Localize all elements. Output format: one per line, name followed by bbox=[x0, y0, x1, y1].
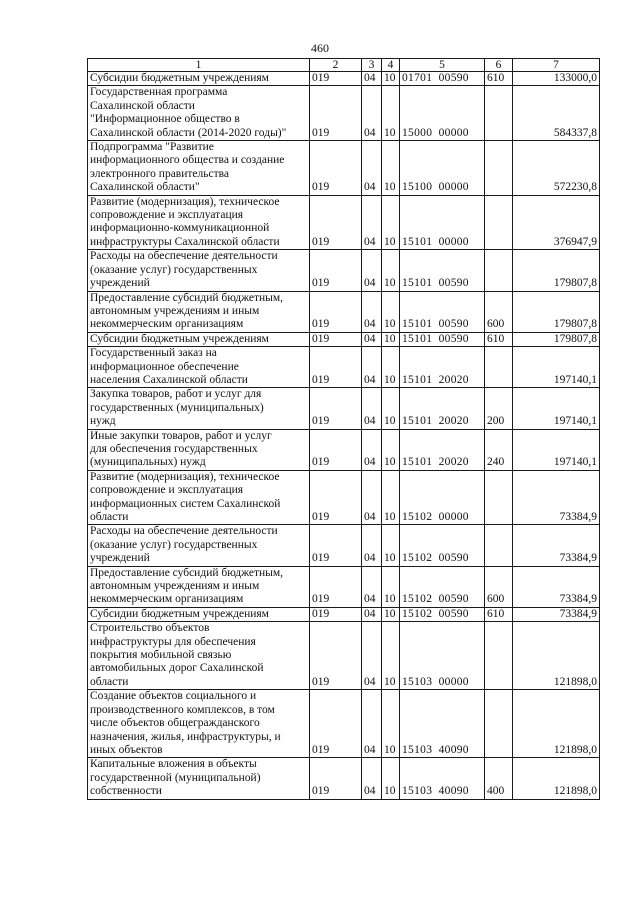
budget-table bbox=[87, 58, 600, 800]
row-subsection-cell: 10 bbox=[382, 195, 400, 250]
row-subsection-cell: 10 bbox=[382, 470, 400, 525]
row-target-article-cell: 15101 20020 bbox=[400, 347, 485, 388]
row-admin-code-cell: 019 bbox=[310, 291, 362, 332]
row-amount-cell: 73384,9 bbox=[513, 566, 600, 607]
row-admin-code-cell: 019 bbox=[310, 607, 362, 621]
row-expense-type-cell bbox=[485, 347, 513, 388]
row-target-article-cell: 01701 00590 bbox=[400, 72, 485, 86]
row-section-cell: 04 bbox=[362, 470, 382, 525]
table-row bbox=[88, 72, 600, 86]
row-expense-type-cell bbox=[485, 622, 513, 690]
row-amount-cell: 376947,9 bbox=[513, 195, 600, 250]
row-subsection-cell: 10 bbox=[382, 758, 400, 799]
row-name-cell: Государственный заказ на информационное обеспечение населения Сахалинской области bbox=[88, 347, 310, 388]
row-name-cell: Капитальные вложения в объекты государственной (муниципальной) собственности bbox=[88, 758, 310, 799]
row-expense-type-cell: 600 bbox=[485, 291, 513, 332]
table-row bbox=[88, 86, 600, 141]
row-name-cell: Субсидии бюджетным учреждениям bbox=[88, 332, 310, 346]
row-target-article-cell: 15102 00590 bbox=[400, 607, 485, 621]
row-subsection-cell: 10 bbox=[382, 566, 400, 607]
header-col-6: 6 bbox=[485, 59, 513, 72]
row-target-article-cell: 15101 00000 bbox=[400, 195, 485, 250]
row-admin-code-cell: 019 bbox=[310, 347, 362, 388]
row-target-article-cell: 15101 00590 bbox=[400, 291, 485, 332]
row-target-article-cell: 15102 00590 bbox=[400, 566, 485, 607]
row-expense-type-cell: 400 bbox=[485, 758, 513, 799]
row-target-article-cell: 15101 00590 bbox=[400, 250, 485, 291]
row-subsection-cell: 10 bbox=[382, 86, 400, 141]
budget-table-body bbox=[88, 59, 600, 800]
row-expense-type-cell: 240 bbox=[485, 429, 513, 470]
header-row bbox=[88, 59, 600, 72]
row-section-cell: 04 bbox=[362, 429, 382, 470]
row-amount-cell: 133000,0 bbox=[513, 72, 600, 86]
row-subsection-cell: 10 bbox=[382, 347, 400, 388]
row-section-cell: 04 bbox=[362, 622, 382, 690]
table-row bbox=[88, 622, 600, 690]
row-expense-type-cell bbox=[485, 470, 513, 525]
row-name-cell: Иные закупки товаров, работ и услуг для обеспечения государственных (муниципальных) нужд bbox=[88, 429, 310, 470]
row-section-cell: 04 bbox=[362, 250, 382, 291]
row-target-article-cell: 15103 40090 bbox=[400, 690, 485, 758]
row-admin-code-cell: 019 bbox=[310, 622, 362, 690]
row-name-cell: Закупка товаров, работ и услуг для государственных (муниципальных) нужд bbox=[88, 388, 310, 429]
row-section-cell: 04 bbox=[362, 86, 382, 141]
row-expense-type-cell: 600 bbox=[485, 566, 513, 607]
row-name-cell: Строительство объектов инфраструктуры для обеспечения покрытия мобильной связью автомобильных дорог Сахалинской области bbox=[88, 622, 310, 690]
row-section-cell: 04 bbox=[362, 291, 382, 332]
header-col-7: 7 bbox=[513, 59, 600, 72]
row-admin-code-cell: 019 bbox=[310, 332, 362, 346]
row-amount-cell: 121898,0 bbox=[513, 622, 600, 690]
row-subsection-cell: 10 bbox=[382, 141, 400, 196]
row-name-cell: Предоставление субсидий бюджетным, автономным учреждениям и иным некоммерческим организациям bbox=[88, 291, 310, 332]
row-admin-code-cell: 019 bbox=[310, 566, 362, 607]
row-section-cell: 04 bbox=[362, 566, 382, 607]
row-amount-cell: 121898,0 bbox=[513, 758, 600, 799]
header-col-1: 1 bbox=[88, 59, 310, 72]
row-amount-cell: 179807,8 bbox=[513, 332, 600, 346]
row-name-cell: Государственная программа Сахалинской области "Информационное общество в Сахалинской области (2014-2020 годы)" bbox=[88, 86, 310, 141]
header-col-4: 4 bbox=[382, 59, 400, 72]
table-row bbox=[88, 291, 600, 332]
table-row bbox=[88, 690, 600, 758]
row-section-cell: 04 bbox=[362, 332, 382, 346]
row-admin-code-cell: 019 bbox=[310, 141, 362, 196]
row-target-article-cell: 15101 20020 bbox=[400, 429, 485, 470]
row-name-cell: Подпрограмма "Развитие информационного общества и создание электронного правительства Сахалинской области" bbox=[88, 141, 310, 196]
row-subsection-cell: 10 bbox=[382, 690, 400, 758]
row-amount-cell: 73384,9 bbox=[513, 470, 600, 525]
row-section-cell: 04 bbox=[362, 72, 382, 86]
row-subsection-cell: 10 bbox=[382, 622, 400, 690]
row-section-cell: 04 bbox=[362, 607, 382, 621]
row-expense-type-cell bbox=[485, 141, 513, 196]
table-row bbox=[88, 141, 600, 196]
row-amount-cell: 73384,9 bbox=[513, 525, 600, 566]
row-subsection-cell: 10 bbox=[382, 429, 400, 470]
row-amount-cell: 197140,1 bbox=[513, 388, 600, 429]
table-row bbox=[88, 758, 600, 799]
table-row bbox=[88, 566, 600, 607]
row-target-article-cell: 15102 00590 bbox=[400, 525, 485, 566]
row-expense-type-cell bbox=[485, 525, 513, 566]
row-section-cell: 04 bbox=[362, 690, 382, 758]
row-target-article-cell: 15102 00000 bbox=[400, 470, 485, 525]
row-amount-cell: 584337,8 bbox=[513, 86, 600, 141]
row-target-article-cell: 15103 00000 bbox=[400, 622, 485, 690]
row-amount-cell: 197140,1 bbox=[513, 429, 600, 470]
header-col-3: 3 bbox=[362, 59, 382, 72]
table-row bbox=[88, 332, 600, 346]
row-subsection-cell: 10 bbox=[382, 72, 400, 86]
row-expense-type-cell: 610 bbox=[485, 607, 513, 621]
row-expense-type-cell: 610 bbox=[485, 332, 513, 346]
row-target-article-cell: 15103 40090 bbox=[400, 758, 485, 799]
row-section-cell: 04 bbox=[362, 758, 382, 799]
row-admin-code-cell: 019 bbox=[310, 525, 362, 566]
row-subsection-cell: 10 bbox=[382, 388, 400, 429]
row-subsection-cell: 10 bbox=[382, 525, 400, 566]
table-row bbox=[88, 429, 600, 470]
row-admin-code-cell: 019 bbox=[310, 72, 362, 86]
row-admin-code-cell: 019 bbox=[310, 195, 362, 250]
row-subsection-cell: 10 bbox=[382, 250, 400, 291]
row-name-cell: Расходы на обеспечение деятельности (оказание услуг) государственных учреждений bbox=[88, 250, 310, 291]
table-row bbox=[88, 250, 600, 291]
table-row bbox=[88, 388, 600, 429]
row-section-cell: 04 bbox=[362, 195, 382, 250]
row-section-cell: 04 bbox=[362, 388, 382, 429]
row-expense-type-cell bbox=[485, 250, 513, 291]
row-name-cell: Субсидии бюджетным учреждениям bbox=[88, 72, 310, 86]
table-row bbox=[88, 470, 600, 525]
row-name-cell: Развитие (модернизация), техническое сопровождение и эксплуатация информационно-коммуникационной инфраструктуры Сахалинской области bbox=[88, 195, 310, 250]
row-name-cell: Создание объектов социального и производственного комплексов, в том числе объектов общегражданского назначения, жилья, инфраструктуры, и иных объектов bbox=[88, 690, 310, 758]
row-name-cell: Субсидии бюджетным учреждениям bbox=[88, 607, 310, 621]
row-section-cell: 04 bbox=[362, 347, 382, 388]
table-row bbox=[88, 195, 600, 250]
row-section-cell: 04 bbox=[362, 525, 382, 566]
table-row bbox=[88, 347, 600, 388]
row-amount-cell: 197140,1 bbox=[513, 347, 600, 388]
row-expense-type-cell bbox=[485, 86, 513, 141]
row-expense-type-cell: 200 bbox=[485, 388, 513, 429]
row-amount-cell: 179807,8 bbox=[513, 250, 600, 291]
header-col-5: 5 bbox=[400, 59, 485, 72]
table-row bbox=[88, 525, 600, 566]
row-subsection-cell: 10 bbox=[382, 607, 400, 621]
row-admin-code-cell: 019 bbox=[310, 690, 362, 758]
row-subsection-cell: 10 bbox=[382, 291, 400, 332]
row-admin-code-cell: 019 bbox=[310, 429, 362, 470]
row-target-article-cell: 15101 20020 bbox=[400, 388, 485, 429]
row-name-cell: Расходы на обеспечение деятельности (оказание услуг) государственных учреждений bbox=[88, 525, 310, 566]
header-col-2: 2 bbox=[310, 59, 362, 72]
row-target-article-cell: 15000 00000 bbox=[400, 86, 485, 141]
row-amount-cell: 179807,8 bbox=[513, 291, 600, 332]
row-amount-cell: 73384,9 bbox=[513, 607, 600, 621]
row-amount-cell: 572230,8 bbox=[513, 141, 600, 196]
row-amount-cell: 121898,0 bbox=[513, 690, 600, 758]
row-admin-code-cell: 019 bbox=[310, 250, 362, 291]
row-name-cell: Развитие (модернизация), техническое сопровождение и эксплуатация информационных систем Сахалинской области bbox=[88, 470, 310, 525]
row-section-cell: 04 bbox=[362, 141, 382, 196]
row-target-article-cell: 15100 00000 bbox=[400, 141, 485, 196]
table-row bbox=[88, 607, 600, 621]
row-expense-type-cell: 610 bbox=[485, 72, 513, 86]
row-expense-type-cell bbox=[485, 690, 513, 758]
row-admin-code-cell: 019 bbox=[310, 86, 362, 141]
row-target-article-cell: 15101 00590 bbox=[400, 332, 485, 346]
row-admin-code-cell: 019 bbox=[310, 758, 362, 799]
page-number: 460 bbox=[311, 41, 329, 55]
row-subsection-cell: 10 bbox=[382, 332, 400, 346]
row-name-cell: Предоставление субсидий бюджетным, автономным учреждениям и иным некоммерческим организациям bbox=[88, 566, 310, 607]
row-admin-code-cell: 019 bbox=[310, 388, 362, 429]
row-admin-code-cell: 019 bbox=[310, 470, 362, 525]
row-expense-type-cell bbox=[485, 195, 513, 250]
